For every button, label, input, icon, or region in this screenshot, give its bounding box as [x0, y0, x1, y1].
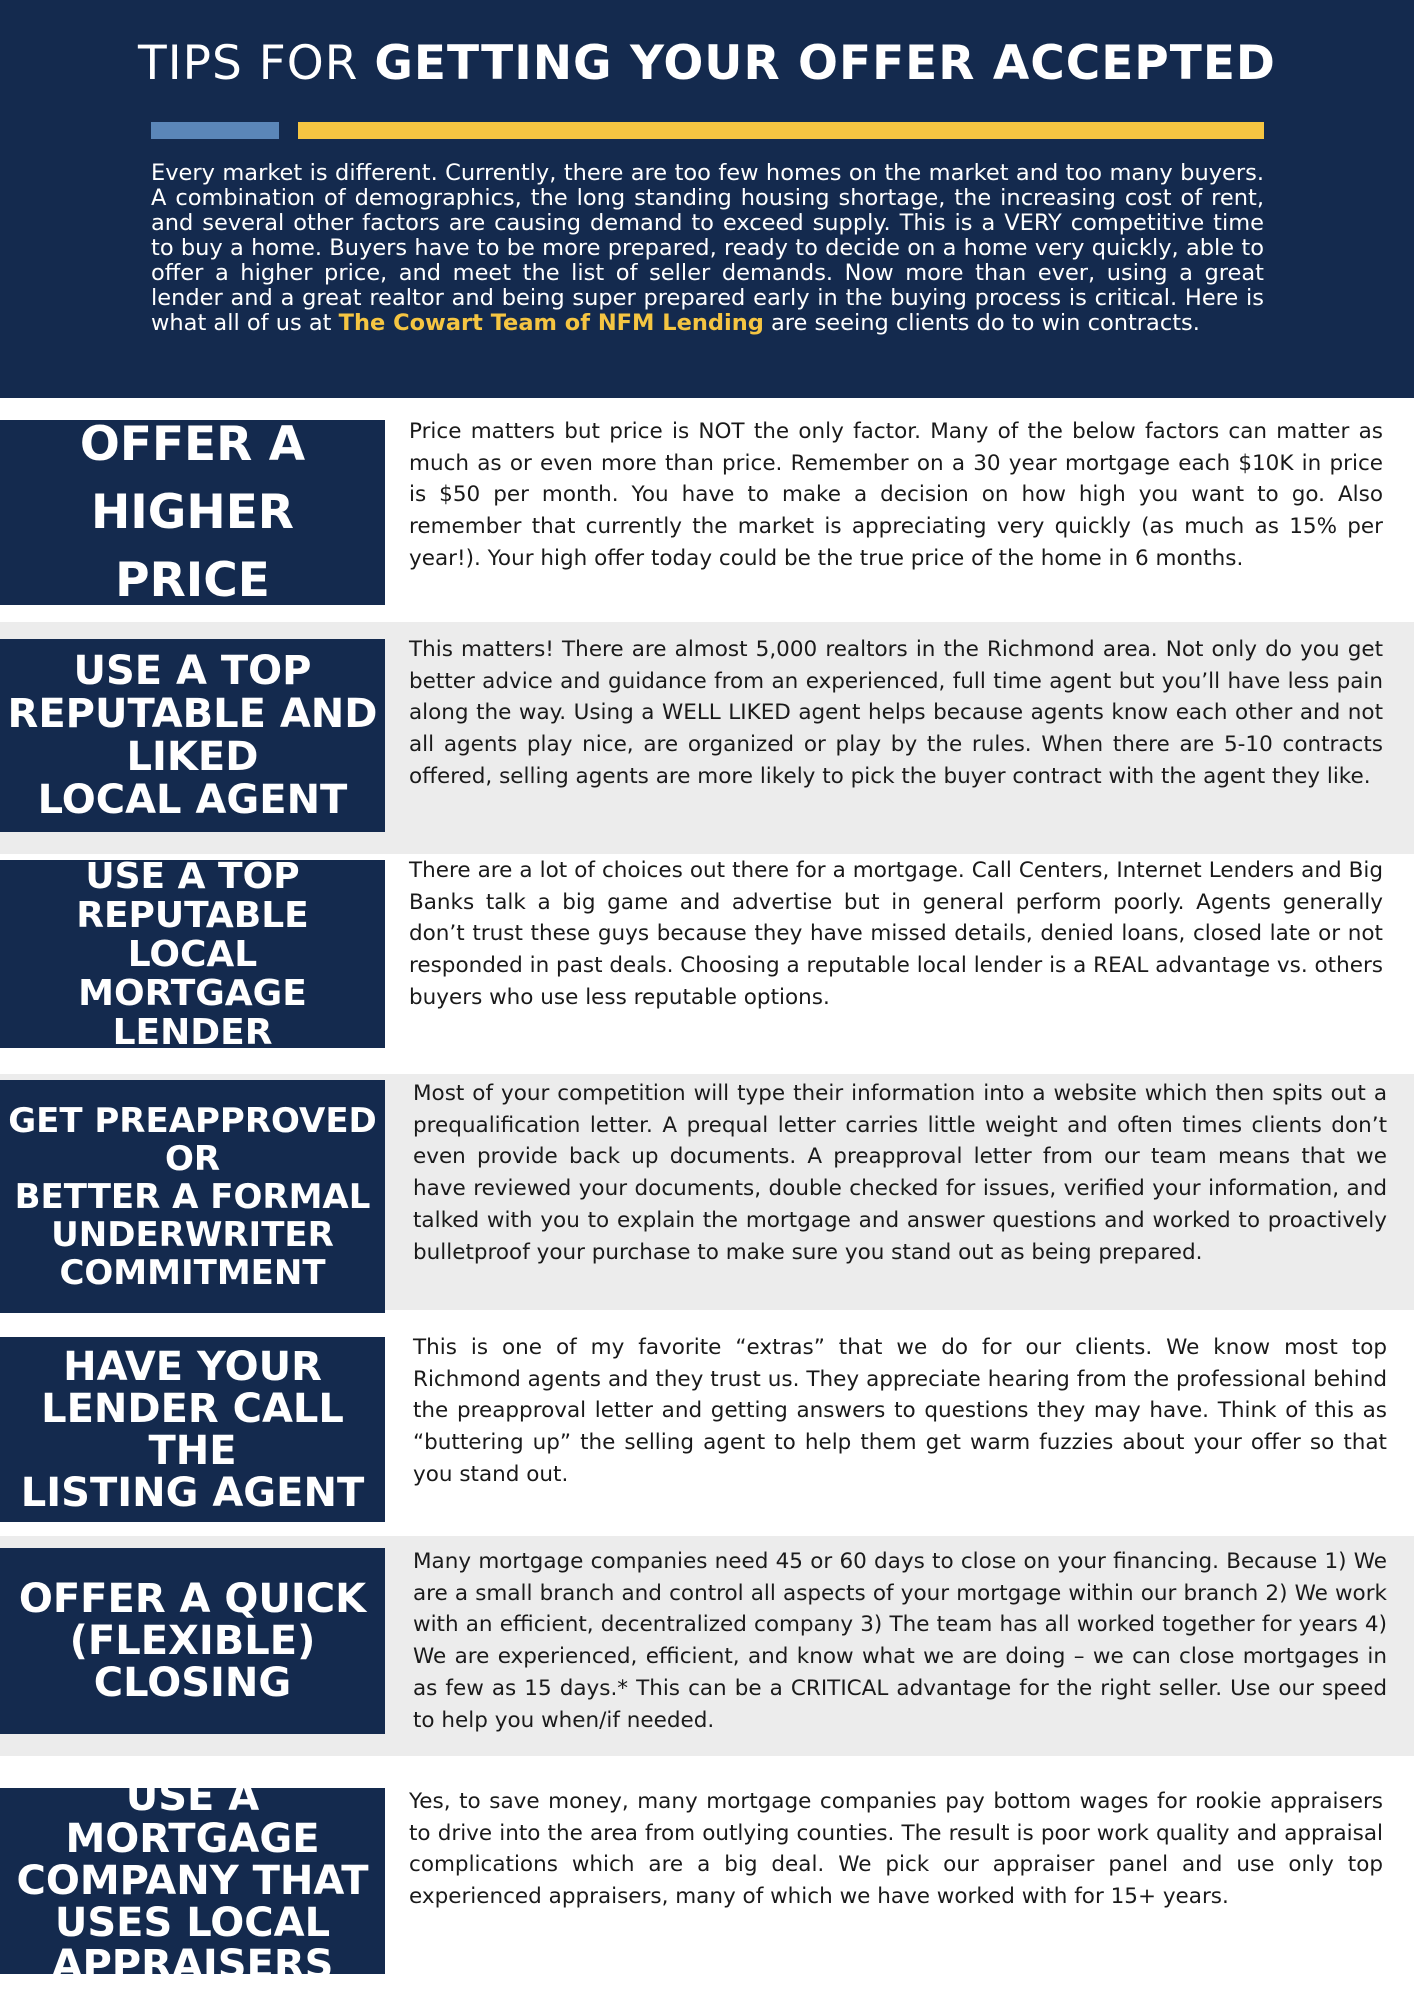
tip-text: This is one of my favorite “extras” that we do for our clients. We know most top Richmond agents and they trust us. They appreciate hearing from the professional behind the preapproval letter and getting answers to questions they may have. Think of this as “buttering up” the selling agent to help them get warm fuzzies about your offer so that you stand out.	[413, 1335, 1387, 1487]
tip-heading: HAVE YOUR LENDER CALL THE LISTING AGENT	[20, 1343, 365, 1516]
tip-heading: USE A TOP REPUTABLE AND LIKED LOCAL AGENT	[7, 647, 378, 823]
tip-row-mortgage-lender	[0, 854, 1414, 1074]
tip-text: Many mortgage companies need 45 or 60 days to close on your financing. Because 1) We are a small branch and control all aspects of your mortgage within our branch 2) We work with an efficient, decentralized company 3) The team has all worked together for years 4) We are experienced, efficient, and know what we are doing – we can close mortgages in as few as 15 days.* This can be a CRITICAL advantage for the right seller. Use our speed to help you when/if needed.	[413, 1549, 1387, 1733]
tip-heading: OFFER A QUICK (FLEXIBLE) CLOSING	[18, 1576, 367, 1706]
accent-bar-yellow	[298, 122, 1264, 139]
tip-heading-box	[0, 1548, 385, 1734]
intro-highlight: The Cowart Team of NFM Lending	[338, 310, 764, 336]
tip-heading-box	[0, 416, 385, 608]
tip-row-lender-call	[0, 1310, 1414, 1536]
tip-row-higher-price	[0, 398, 1414, 608]
title-light: TIPS FOR	[138, 36, 375, 91]
tip-row-local-appraisers	[0, 1756, 1414, 2000]
tip-row-local-agent	[0, 622, 1414, 854]
tip-heading-box	[0, 639, 385, 832]
tip-row-preapproval	[0, 1074, 1414, 1310]
intro-paragraph	[151, 161, 1264, 336]
tip-text: Price matters but price is NOT the only factor. Many of the below factors can matter as much as or even more than price. Remember on a 30 year mortgage each $10K in price is $50 per month. You have to make a decision on how high you want to go. Also remember that currently the market is appreciating very quickly (as much as 15% per year!). Your high offer today could be the true price of the home in 6 months.	[409, 419, 1383, 571]
tip-text: This matters! There are almost 5,000 realtors in the Richmond area. Not only do you get better advice and guidance from an experienced, full time agent but you’ll have less pain along the way. Using a WELL LIKED agent helps because agents know each other and not all agents play nice, are organized or play by the rules. When there are 5-10 contracts offered, selling agents are more likely to pick the buyer contract with the agent they like.	[409, 637, 1383, 789]
intro-end: are seeing clients do to win contracts.	[763, 310, 1200, 336]
title-bold: GETTING YOUR OFFER ACCEPTED	[374, 36, 1276, 91]
tip-heading: USE A TOP REPUTABLE LOCAL MORTGAGE LENDER	[76, 855, 309, 1053]
tip-heading-box	[0, 1080, 385, 1313]
tip-heading-box	[0, 1774, 385, 1988]
accent-bar-blue	[151, 122, 279, 139]
tip-heading: USE A MORTGAGE COMPANY THAT USES LOCAL APPRAISERS	[16, 1774, 369, 1988]
tip-text: Yes, to save money, many mortgage companies pay bottom wages for rookie appraisers to drive into the area from outlying counties. The result is poor work quality and appraisal complications which are a big deal. We pick our appraiser panel and use only top experienced appraisers, many of which we have worked with for 15+ years.	[409, 1789, 1383, 1910]
tip-heading: OFFER A HIGHER PRICE	[79, 416, 306, 608]
intro-text: Every market is different. Currently, there are too few homes on the market and too many buyers. A combination of demographics, the long standing housing shortage, the increasing cost of rent, and several other factors are causing demand to exceed supply. This is a VERY competitive time to buy a home. Buyers have to be more prepared, ready to decide on a home very quickly, able to offer a higher price, and meet the list of seller demands. Now more than ever, using a great lender and a great realtor and being super prepared early in the buying process is critical. Here is what all of us at	[151, 160, 1264, 336]
tip-text: There are a lot of choices out there for a mortgage. Call Centers, Internet Lenders and Big Banks talk a big game and advertise but in general perform poorly. Agents generally don’t trust these guys because they have missed details, denied loans, closed late or not responded in past deals. Choosing a reputable local lender is a REAL advantage vs. others buyers who use less reputable options.	[409, 858, 1383, 1010]
tip-row-quick-closing	[0, 1536, 1414, 1756]
header-banner	[0, 0, 1414, 398]
tip-heading: GET PREAPPROVED OR BETTER A FORMAL UNDERWRITER COMMITMENT	[8, 1100, 377, 1293]
tip-heading-box	[0, 1337, 385, 1522]
tip-text: Most of your competition will type their information into a website which then spits out a prequalification letter. A prequal letter carries little weight and often times clients don’t even provide back up documents. A preapproval letter from our team means that we have reviewed your documents, double checked for issues, verified your information, and talked with you to explain the mortgage and answer questions and worked to proactively bulletproof your purchase to make sure you stand out as being prepared.	[413, 1081, 1387, 1265]
page-title	[0, 36, 1414, 91]
tip-heading-box	[0, 855, 385, 1053]
